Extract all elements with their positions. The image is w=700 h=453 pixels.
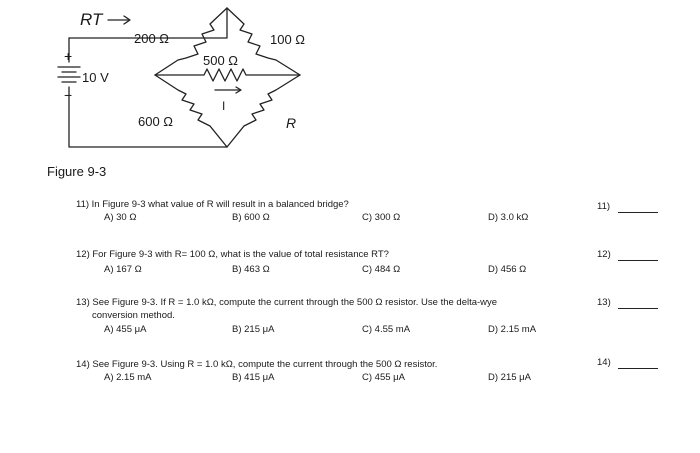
question-13-prompt-cont: conversion method. [92,310,175,321]
question-13-prompt: 13) See Figure 9-3. If R = 1.0 kΩ, compute the current through the 500 Ω resistor. Use the delta-wye [76,297,498,308]
label-200-ohm: 200 Ω [134,31,170,46]
q13-option-c[interactable]: C) 4.55 mA [362,324,411,335]
q14-answer-blank[interactable] [618,368,658,369]
minus-sign: − [64,87,73,103]
q13-option-d[interactable]: D) 2.15 mA [488,324,537,335]
q12-answer-blank[interactable] [618,260,658,261]
question-14-prompt: 14) See Figure 9-3. Using R = 1.0 kΩ, compute the current through the 500 Ω resistor. [76,359,438,370]
q14-number: 14) [597,357,611,368]
resistor-r [227,75,300,147]
q12-number: 12) [597,249,611,260]
figure-caption: Figure 9-3 [47,164,107,179]
label-600-ohm: 600 Ω [138,114,174,129]
q14-option-b[interactable]: B) 415 μA [232,372,275,383]
q14-option-d[interactable]: D) 215 μA [488,372,531,383]
q11-option-d[interactable]: D) 3.0 kΩ [488,212,529,223]
q11-answer-blank[interactable] [618,212,658,213]
label-100-ohm: 100 Ω [270,32,306,47]
label-500-ohm: 500 Ω [203,53,239,68]
q11-option-a[interactable]: A) 30 Ω [104,212,137,223]
current-label: I [222,99,226,113]
plus-sign: + [64,48,73,64]
q12-option-a[interactable]: A) 167 Ω [104,264,142,275]
resistor-600-ohm [155,75,227,147]
q13-answer-blank[interactable] [618,308,658,309]
q11-number: 11) [597,201,611,212]
resistor-500-ohm [155,69,300,81]
rt-label: RT [80,10,103,29]
question-11-prompt: 11) In Figure 9-3 what value of R will result in a balanced bridge? [76,199,349,210]
q12-option-d[interactable]: D) 456 Ω [488,264,527,275]
q13-option-b[interactable]: B) 215 μA [232,324,275,335]
q14-option-a[interactable]: A) 2.15 mA [104,372,152,383]
q13-number: 13) [597,297,611,308]
q12-option-b[interactable]: B) 463 Ω [232,264,270,275]
source-voltage-label: 10 V [82,70,109,85]
label-r: R [286,115,297,131]
question-12-prompt: 12) For Figure 9-3 with R= 100 Ω, what is the value of total resistance RT? [76,249,389,260]
q11-option-c[interactable]: C) 300 Ω [362,212,401,223]
q11-option-b[interactable]: B) 600 Ω [232,212,270,223]
q14-option-c[interactable]: C) 455 μA [362,372,405,383]
q12-option-c[interactable]: C) 484 Ω [362,264,401,275]
q13-option-a[interactable]: A) 455 μA [104,324,147,335]
